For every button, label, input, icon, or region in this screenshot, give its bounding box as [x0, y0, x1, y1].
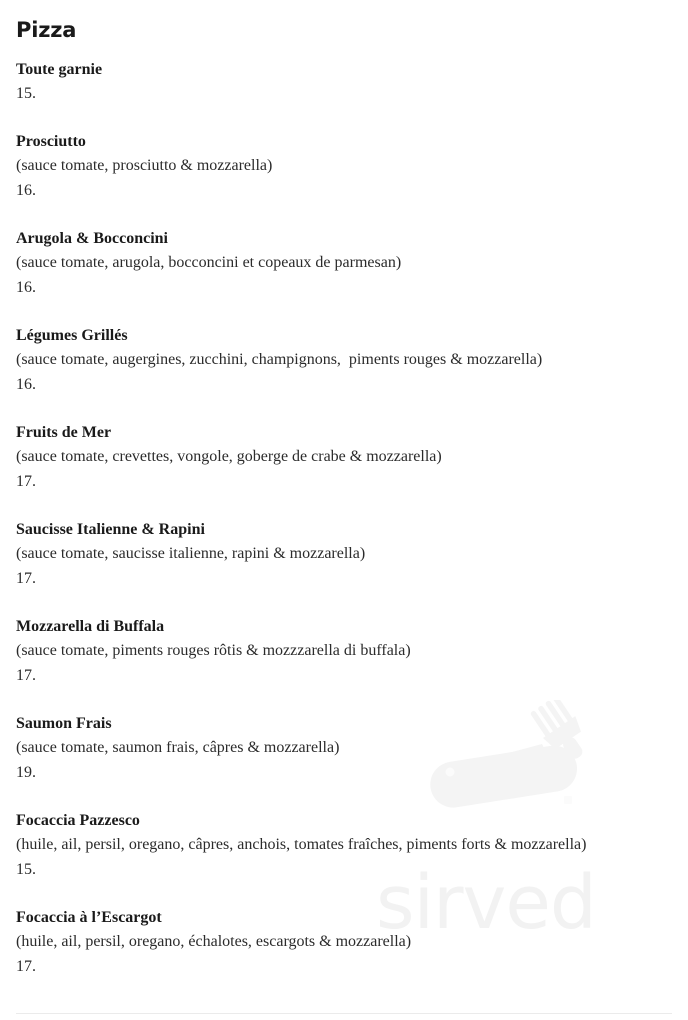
- menu-item-list: [16, 58, 672, 979]
- menu-item: [16, 615, 672, 688]
- menu-item-description: (huile, ail, persil, oregano, câpres, anchois, tomates fraîches, piments forts & mozzarella): [16, 836, 587, 853]
- menu-item-description: (sauce tomate, piments rouges rôtis & mozzzarella di buffala): [16, 642, 411, 659]
- watermark-wordmark: sirved: [376, 860, 596, 946]
- menu-item-name: Prosciutto: [16, 133, 86, 150]
- menu-item-price: 16.: [16, 279, 36, 296]
- section-divider: [16, 1013, 672, 1014]
- menu-item-name: Saumon Frais: [16, 715, 112, 732]
- page-title: Pizza: [16, 18, 77, 42]
- menu-item-name: Arugola & Bocconcini: [16, 230, 168, 247]
- menu-item-name: Focaccia Pazzesco: [16, 812, 140, 829]
- menu-item: [16, 906, 672, 979]
- menu-item-price: 15.: [16, 861, 36, 878]
- menu-item-description: (sauce tomate, saucisse italienne, rapini & mozzarella): [16, 545, 366, 562]
- menu-item-price: 17.: [16, 667, 36, 684]
- menu-item: [16, 712, 672, 785]
- menu-item: [16, 58, 672, 106]
- menu-item: [16, 809, 672, 882]
- menu-item-price: 17.: [16, 473, 36, 490]
- menu-item-price: 19.: [16, 764, 36, 781]
- menu-item-name: Saucisse Italienne & Rapini: [16, 521, 205, 538]
- menu-item-description: (huile, ail, persil, oregano, échalotes, escargots & mozzarella): [16, 933, 412, 950]
- menu-item-price: 17.: [16, 570, 36, 587]
- menu-item: [16, 324, 672, 397]
- menu-item-description: (sauce tomate, arugola, bocconcini et copeaux de parmesan): [16, 254, 402, 271]
- menu-item-price: 17.: [16, 958, 36, 975]
- menu-item-price: 15.: [16, 85, 36, 102]
- menu-item-description: (sauce tomate, prosciutto & mozzarella): [16, 157, 273, 174]
- menu-item: [16, 421, 672, 494]
- menu-item-description: (sauce tomate, saumon frais, câpres & mozzarella): [16, 739, 340, 756]
- menu-item-name: Mozzarella di Buffala: [16, 618, 165, 635]
- menu-item: [16, 227, 672, 300]
- menu-item-description: (sauce tomate, augergines, zucchini, champignons, piments rouges & mozzarella): [16, 351, 543, 368]
- menu-item-name: Légumes Grillés: [16, 327, 128, 344]
- menu-item: [16, 130, 672, 203]
- menu-item: [16, 518, 672, 591]
- menu-item-name: Fruits de Mer: [16, 424, 112, 441]
- menu-item-price: 16.: [16, 182, 36, 199]
- menu-item-name: Focaccia à l’Escargot: [16, 909, 162, 926]
- menu-item-name: Toute garnie: [16, 61, 103, 78]
- menu-item-price: 16.: [16, 376, 36, 393]
- menu-item-description: (sauce tomate, crevettes, vongole, goberge de crabe & mozzarella): [16, 448, 442, 465]
